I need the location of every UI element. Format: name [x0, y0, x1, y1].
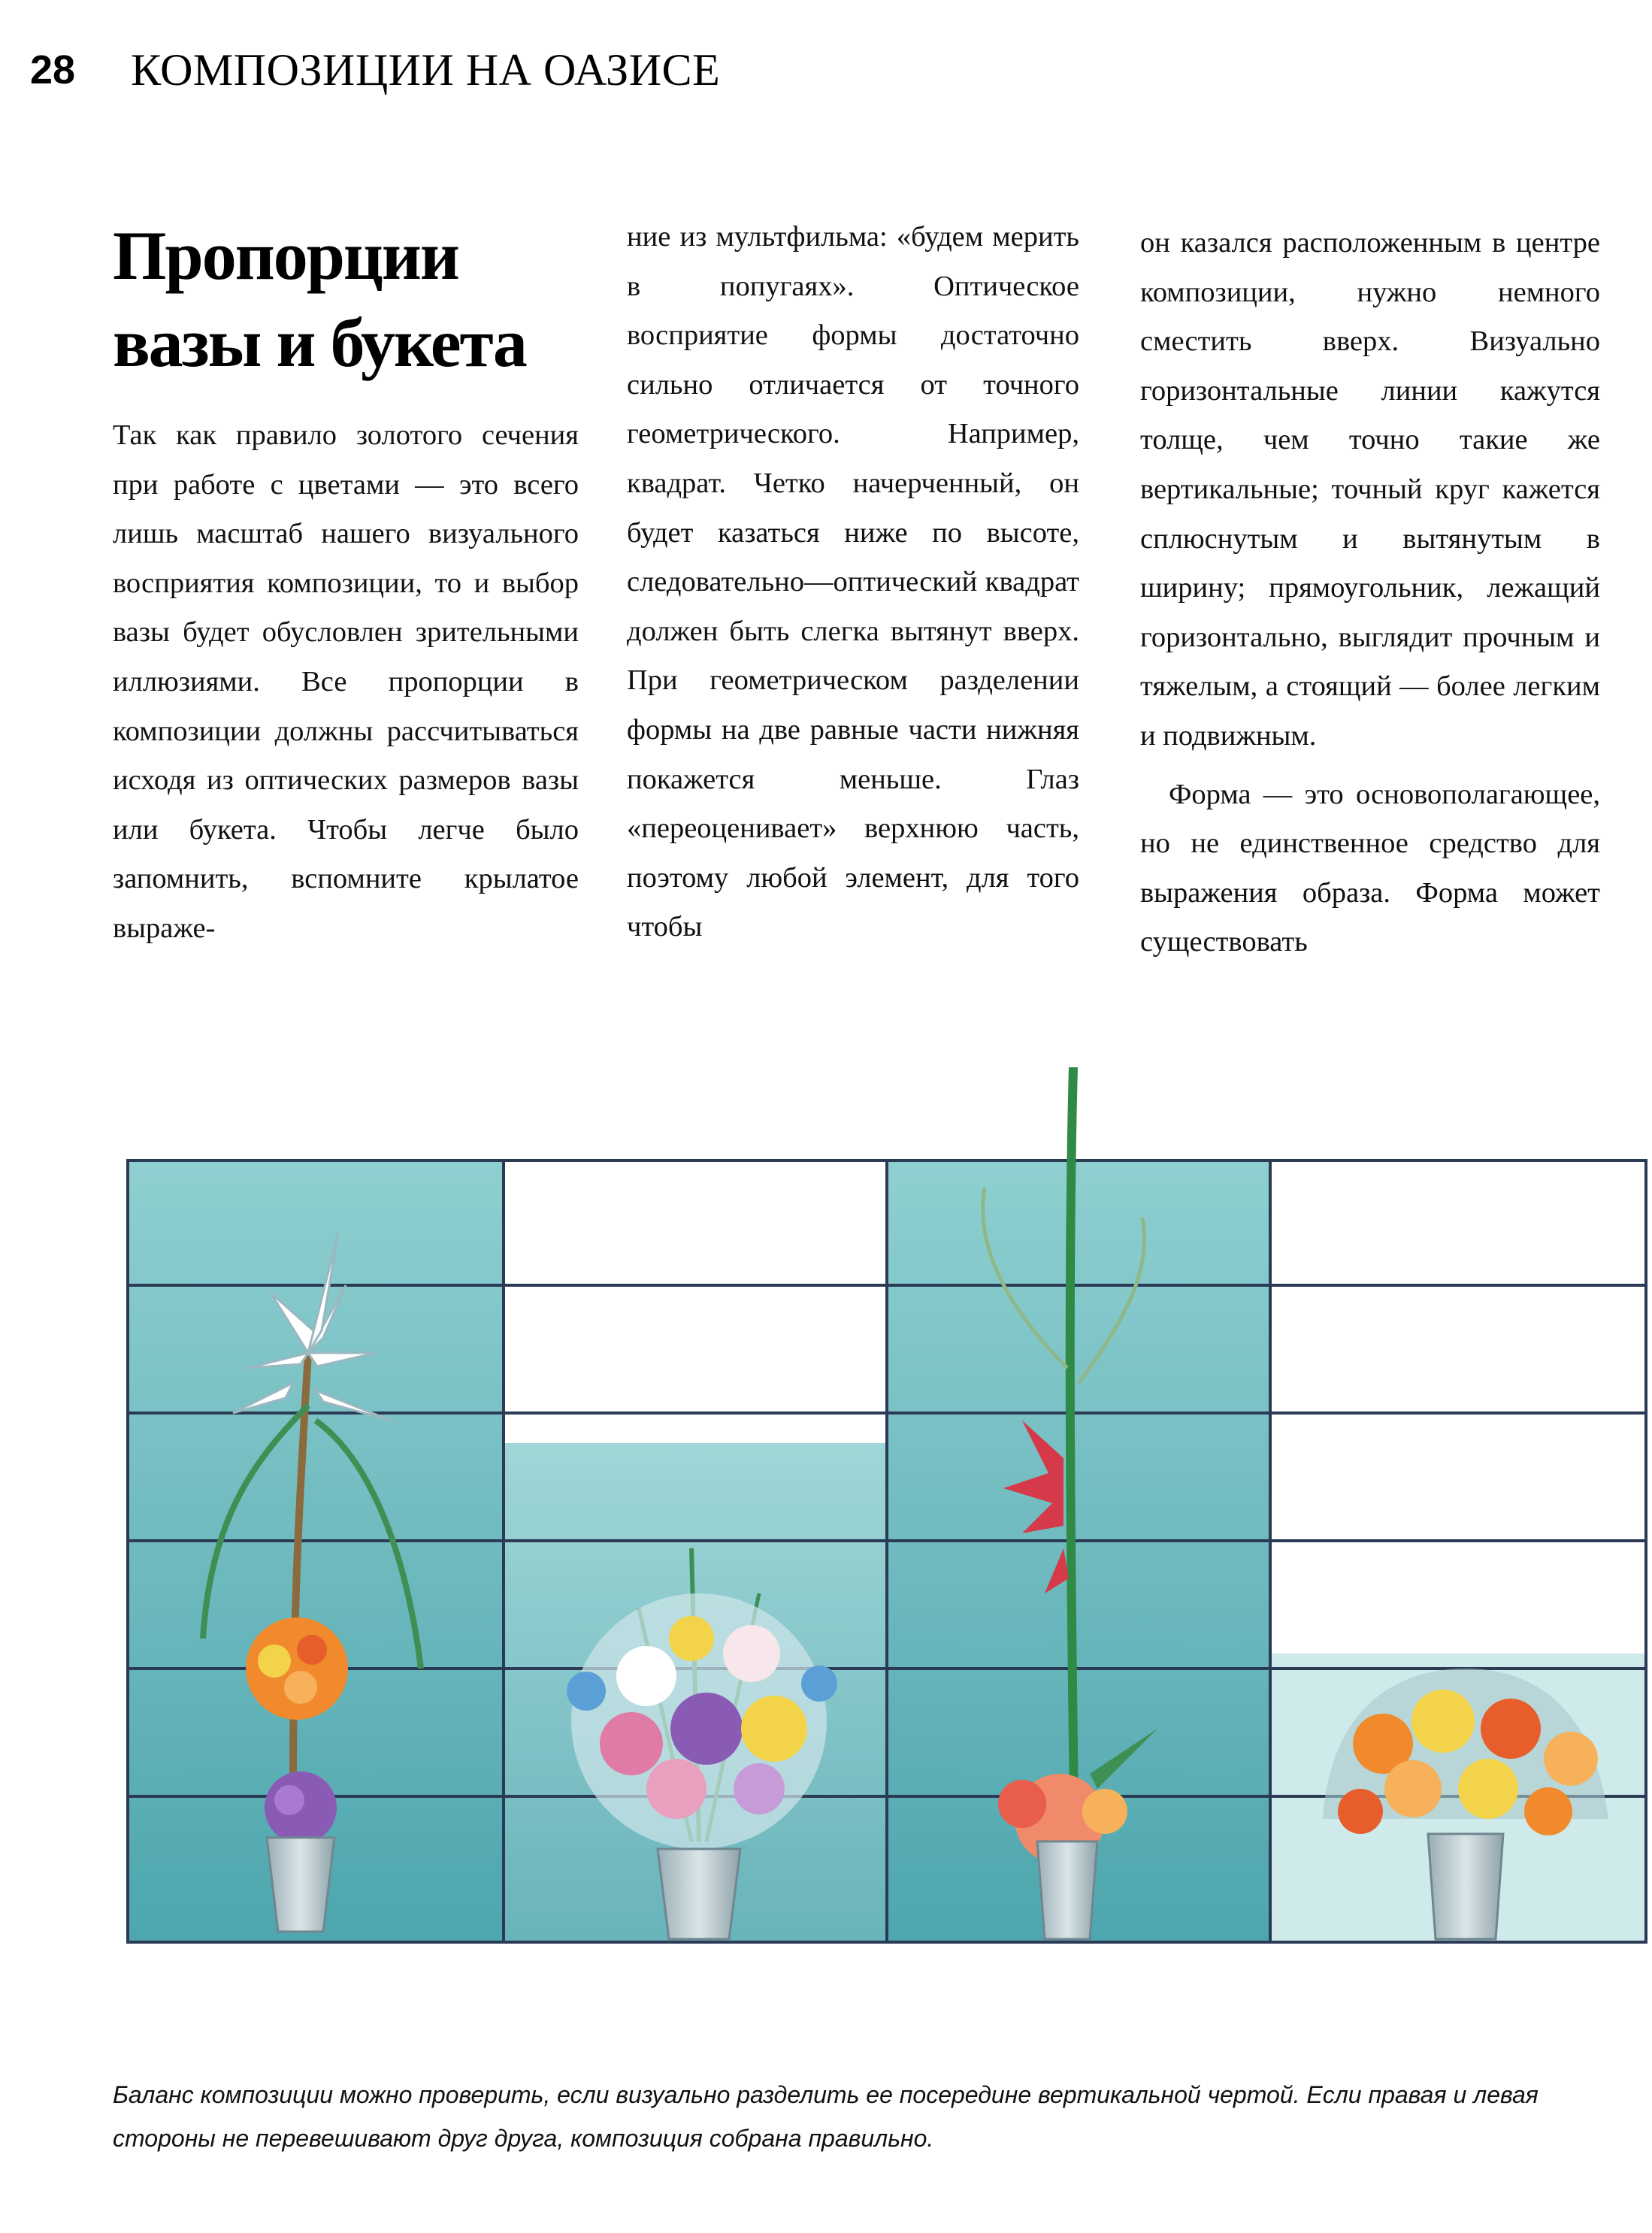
- page-number: 28: [30, 47, 76, 92]
- text-column-1: [113, 411, 579, 954]
- text-column-3: [1140, 219, 1600, 967]
- figure-caption: Баланс композиции можно проверить, если визуально разделить ее посередине вертикальной чертой. Если правая и левая стороны не перевешивают друг друга, композиция собрана правильно.: [113, 2081, 1539, 2152]
- paragraph: Форма — это основополагающее, но не единственное средство для выражения образа. Форма может существовать: [1140, 778, 1600, 958]
- text-column-2: [627, 213, 1079, 952]
- article-title: [113, 212, 601, 386]
- illustration-svg: [120, 1067, 1652, 2044]
- paragraph: он казался расположенным в центре композиции, нужно немного сместить вверх. Визуально горизонтальные линии кажутся толще, чем точно такие же вертикальные; точный круг кажется сплюснутым и вытянутым в ширину; прямоугольник, лежащий горизонтально, выглядит прочным и тяжелым, а стоящий — более легким и подвижным.: [1140, 227, 1600, 752]
- paragraph: Так как правило золотого сечения при работе с цветами — это всего лишь масштаб нашего визуального восприятия композиции, то и выбор вазы будет обусловлен зрительными иллюзиями. Все пропорции в композиции должны рассчитываться исходя из оптических размеров вазы или букета. Чтобы легче было запомнить, вспомните крылатое выраже-: [113, 419, 579, 944]
- running-head: КОМПОЗИЦИИ НА ОАЗИСЕ: [131, 44, 721, 95]
- title-line-1: Пропорции: [113, 217, 458, 294]
- page-header: [30, 36, 720, 104]
- flower-arrangements-illustration: [120, 1067, 1652, 2044]
- title-line-2: вазы и букета: [113, 304, 526, 381]
- paragraph: ние из мультфильма: «будем мерить в попугаях». Оптическое восприятие формы достаточно сильно отличается от точного геометрического. Например, квадрат. Четко начерченный, он будет казаться ниже по высоте, следовательно—оптический квадрат должен быть слегка вытянут вверх. При геометрическом разделении формы на две равные части нижняя покажется меньше. Глаз «переоценивает» верхнюю часть, поэтому любой элемент, для того чтобы: [627, 221, 1079, 943]
